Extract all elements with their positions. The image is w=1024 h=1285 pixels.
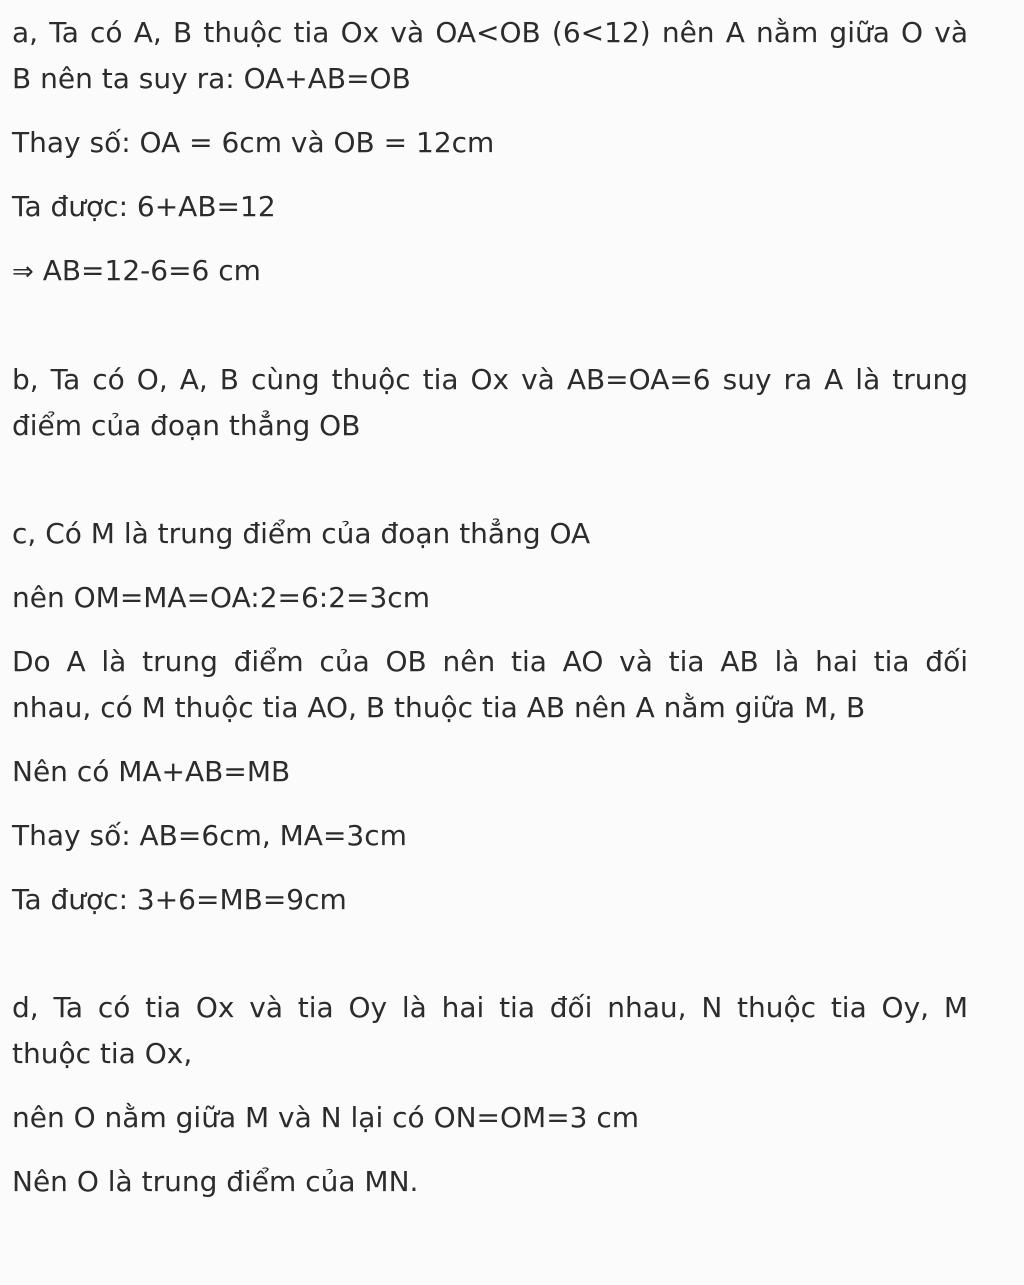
part-a (12, 10, 968, 295)
part-d (12, 985, 968, 1205)
part-a-line-5 (12, 248, 968, 295)
part-c-line-2: nên OM=MA=OA:2=6:2=3cm (12, 581, 430, 614)
part-d-line-2: thuộc tia Ox, (12, 1037, 193, 1070)
part-b-line-2: điểm của đoạn thẳng OB (12, 409, 361, 442)
part-b (12, 357, 968, 449)
part-d-line-3: nên O nằm giữa M và N lại có ON=OM=3 cm (12, 1101, 640, 1134)
part-d-line-4: Nên O là trung điểm của MN. (12, 1165, 419, 1198)
part-a-line-5-text: AB=12-6=6 cm (33, 254, 261, 287)
part-a-line-3: Thay số: OA = 6cm và OB = 12cm (12, 126, 495, 159)
part-c-line-4: nhau, có M thuộc tia AO, B thuộc tia AB nên A nằm giữa M, B (12, 691, 866, 724)
part-c-line-7: Ta được: 3+6=MB=9cm (12, 883, 347, 916)
part-c-line-1: c, Có M là trung điểm của đoạn thẳng OA (12, 517, 591, 550)
part-b-line-1: b, Ta có O, A, B cùng thuộc tia Ox và AB=OA=6 suy ra A là trung (12, 363, 968, 396)
part-a-line-1: a, Ta có A, B thuộc tia Ox và OA<OB (6<12) nên A nằm giữa O và (12, 16, 968, 49)
part-a-line-4: Ta được: 6+AB=12 (12, 190, 276, 223)
part-c-line-5: Nên có MA+AB=MB (12, 755, 291, 788)
part-c-line-6: Thay số: AB=6cm, MA=3cm (12, 819, 407, 852)
part-a-line-2: B nên ta suy ra: OA+AB=OB (12, 62, 411, 95)
part-d-line-1: d, Ta có tia Ox và tia Oy là hai tia đối nhau, N thuộc tia Oy, M (12, 991, 968, 1024)
part-c (12, 511, 968, 923)
part-c-line-3: Do A là trung điểm của OB nên tia AO và tia AB là hai tia đối (12, 645, 968, 678)
implies-arrow-icon: ⇒ (12, 257, 34, 287)
